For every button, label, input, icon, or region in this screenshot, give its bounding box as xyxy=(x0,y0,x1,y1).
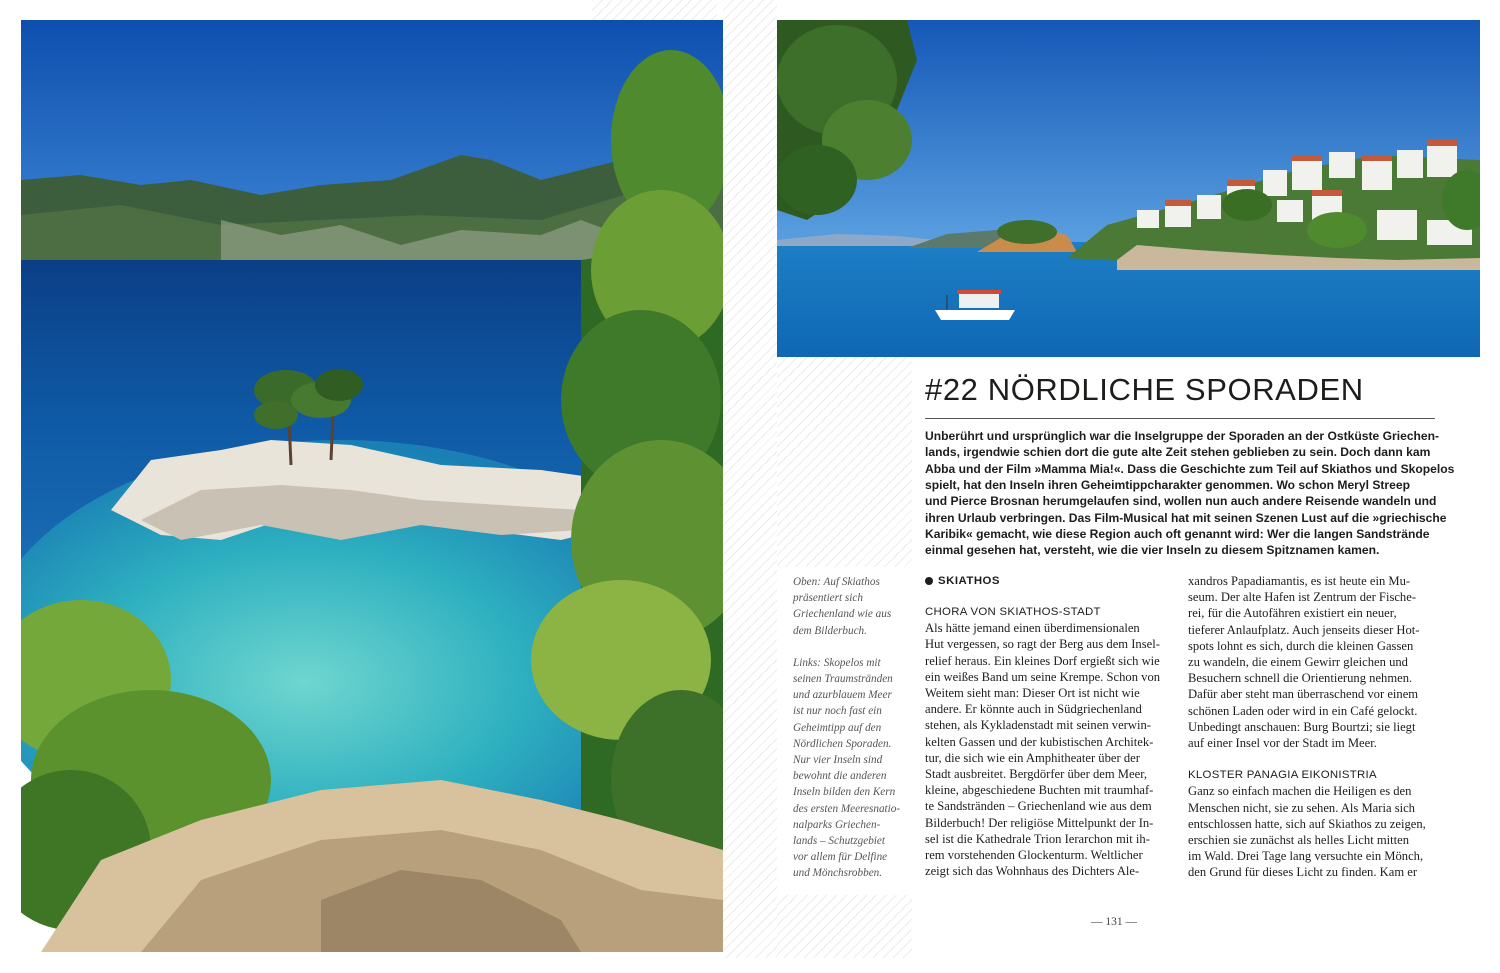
body-line: rem vorstehenden Glockenturm. Weltlicher xyxy=(925,848,1143,863)
body-line: Unbedingt anschauen: Burg Bourtzi; sie liegt xyxy=(1188,719,1416,734)
body-line: seum. Der alte Hafen ist Zentrum der Fische- xyxy=(1188,590,1417,605)
photo-skiathos xyxy=(777,20,1480,357)
body-line: xandros Papadiamantis, es ist heute ein Mu- xyxy=(1188,574,1411,588)
body-line: sel ist die Kathedrale Trion Ierarchon mit ih- xyxy=(925,831,1150,846)
body-line: Menschen nicht, sie zu sehen. Als Maria sich xyxy=(1188,800,1415,815)
caption-line: vor allem für Delfine xyxy=(793,851,888,864)
body-column-2 xyxy=(1188,573,1436,881)
body-line: stehen, als Kykladenstadt mit seinen verwin- xyxy=(925,718,1151,733)
body-line: kleine, abgeschiedene Buchten mit traumhaf- xyxy=(925,783,1154,798)
intro-line: spielt, hat den Inseln ihren Geheimtippcharakter genommen. Wo schon Meryl Streep xyxy=(925,478,1410,493)
body-line: zeigt sich das Wohnhaus des Dichters Ale- xyxy=(925,864,1140,879)
subheading: KLOSTER PANAGIA EIKONISTRIA xyxy=(1188,769,1377,782)
caption-line: nalparks Griechen- xyxy=(793,818,881,831)
caption-line: Nördlichen Sporaden. xyxy=(793,737,892,750)
caption-line: bewohnt die anderen xyxy=(793,770,887,783)
body-line: Ganz so einfach machen die Heiligen es den xyxy=(1188,784,1412,799)
hatch-under-photo xyxy=(777,357,912,567)
body-line: tieferer Anlaufplatz. Auch jenseits dieser Hot- xyxy=(1188,622,1420,637)
article-intro xyxy=(925,428,1455,559)
intro-line: einmal gesehen hat, versteht, wie die vier Inseln zu diesem Spitznamen kamen. xyxy=(925,543,1380,558)
caption-line: Nur vier Inseln sind xyxy=(793,754,883,767)
body-line: entschlossen hatte, sich auf Skiathos zu zeigen, xyxy=(1188,816,1426,831)
body-line: andere. Er könnte auch in Südgriechenland xyxy=(925,702,1142,717)
body-line: zu wandeln, die einem Gewirr gleichen und xyxy=(1188,655,1408,670)
page-number: — 131 — xyxy=(1091,916,1137,928)
body-line: spots lohnt es sich, durch die kleinen Gassen xyxy=(1188,638,1414,653)
body-line: kelten Gassen und der kubistischen Architek- xyxy=(925,734,1154,749)
intro-line: Unberührt und ursprünglich war die Inselgruppe der Sporaden an der Ostküste Griechen- xyxy=(925,429,1440,443)
body-line: Besuchern schnell die Orientierung nehmen. xyxy=(1188,671,1413,686)
article-title: #22 NÖRDLICHE SPORADEN xyxy=(925,372,1364,407)
caption-line: lands – Schutzgebiet xyxy=(793,835,885,848)
body-line: rei, für die Autofähren existiert ein neuer, xyxy=(1188,606,1397,621)
body-line: Bilderbuch! Der religiöse Mittelpunkt der In- xyxy=(925,815,1154,830)
body-line: auf einer Insel vor der Stadt im Meer. xyxy=(1188,736,1377,751)
body-column-1 xyxy=(925,573,1173,879)
caption-line: seinen Traumstränden xyxy=(793,673,893,686)
body-line: Stadt ausbreitet. Bergdörfer über dem Meer, xyxy=(925,767,1148,782)
caption-line: Geheimtipp auf den xyxy=(793,721,882,734)
caption-line: Oben: Auf Skiathos xyxy=(793,576,880,588)
intro-line: Karibik« gemacht, wie diese Region auch oft genannt wird: Wer die langen Sandstrände xyxy=(925,527,1430,542)
intro-line: ihren Urlaub verbringen. Das Film-Musical hat mit seinen Szenen Lust auf die »griechische xyxy=(925,510,1447,525)
body-line: im Wald. Drei Tage lang versuchte ein Mönch, xyxy=(1188,849,1424,864)
caption-line: und azurblauem Meer xyxy=(793,689,892,702)
caption-line: des ersten Meeresnatio- xyxy=(793,802,901,815)
caption-line: ist nur noch fast ein xyxy=(793,705,882,718)
title-rule xyxy=(925,418,1435,419)
body-line: den Grund für dieses Licht zu finden. Kam er xyxy=(1188,865,1418,880)
intro-line: und Pierce Brosnan herumgelaufen sind, wollen nun auch andere Reisende wandeln und xyxy=(925,494,1437,509)
photo-skopelos xyxy=(21,20,723,952)
body-line: Hut vergessen, so ragt der Berg aus dem Insel- xyxy=(925,637,1160,652)
bullet-dot-icon xyxy=(925,577,933,585)
caption-line: dem Bilderbuch. xyxy=(793,624,867,637)
body-line: relief heraus. Ein kleines Dorf ergießt sich wie xyxy=(925,653,1160,668)
body-line: tur, die sich wie ein Amphitheater über der xyxy=(925,750,1140,765)
photo-captions xyxy=(793,574,908,882)
section-label: SKIATHOS xyxy=(938,574,1001,587)
body-line: erschien sie zunächst als helles Licht mitten xyxy=(1188,833,1410,848)
intro-line: Abba und der Film »Mamma Mia!«. Dass die Geschichte zum Teil auf Skiathos und Skopelos xyxy=(925,461,1455,476)
body-line: Als hätte jemand einen überdimensionalen xyxy=(925,621,1140,636)
subheading: CHORA VON SKIATHOS-STADT xyxy=(925,606,1101,618)
hatch-gutter xyxy=(723,0,777,958)
body-line: schönen Laden oder wird in ein Café gelockt. xyxy=(1188,703,1418,718)
body-line: ein weißes Band um seine Krempe. Schon von xyxy=(925,669,1161,684)
body-line: te Sandstränden – Griechenland wie aus dem xyxy=(925,799,1152,814)
body-line: Dafür aber steht man überraschend vor einem xyxy=(1188,687,1419,702)
hatch-top-left xyxy=(592,0,717,20)
caption-line: Links: Skopelos mit xyxy=(793,656,881,669)
section-heading xyxy=(925,573,1173,589)
hatch-caption-strip xyxy=(777,895,912,958)
caption-line: Griechenland wie aus xyxy=(793,608,892,621)
caption-line: und Mönchsrobben. xyxy=(793,867,883,880)
caption-line: präsentiert sich xyxy=(793,592,863,605)
intro-line: lands, irgendwie schien dort die gute alte Zeit stehen geblieben zu sein. Doch dann kam xyxy=(925,445,1431,460)
body-line: Weitem sieht man: Dieser Ort ist nicht wie xyxy=(925,686,1140,701)
caption-line: Inseln bilden den Kern xyxy=(793,786,896,799)
